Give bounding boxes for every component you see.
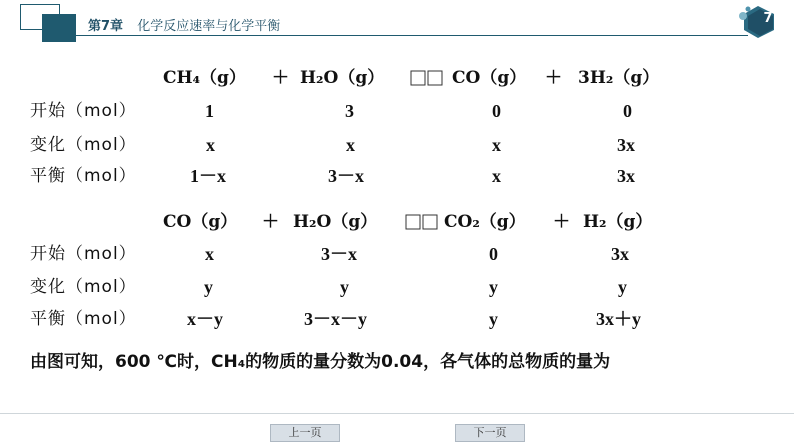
chapter-heading — [88, 15, 280, 34]
r1-row-change — [0, 131, 794, 159]
r2-reactant-2: H₂O（g） — [293, 212, 378, 232]
value-cell: 3x — [617, 135, 635, 155]
equilibrium-arrow-icon — [410, 64, 444, 101]
explanation-paragraph — [30, 347, 780, 372]
value-cell: 3x — [611, 244, 629, 264]
r1-reactant-1: CH₄（g） — [163, 68, 246, 88]
row-label: 平衡（mol） — [30, 309, 137, 329]
r2-reactant-1: CO（g） — [163, 212, 238, 232]
value-cell: 0 — [623, 101, 632, 121]
value-cell: 3 — [345, 101, 354, 121]
value-cell: 3－x — [321, 244, 357, 264]
r1-row-equilibrium — [0, 162, 794, 190]
next-page-button[interactable]: 下一页 — [455, 424, 525, 442]
reaction2-equation — [0, 208, 794, 236]
value-cell: 1－x — [190, 166, 226, 186]
value-cell: x — [492, 166, 501, 186]
r1-plus-2: ＋ — [545, 68, 562, 88]
value-cell: x — [346, 135, 355, 155]
row-label: 变化（mol） — [30, 277, 137, 297]
value-cell: 3x — [617, 166, 635, 186]
value-cell: 3－x－y — [304, 309, 367, 329]
chapter-number: 第7章 — [88, 19, 124, 34]
row-label: 开始（mol） — [30, 244, 137, 264]
r2-product-2: H₂（g） — [583, 212, 653, 232]
r1-reactant-2: H₂O（g） — [300, 68, 385, 88]
reaction1-equation — [0, 64, 794, 92]
value-cell: y — [489, 309, 498, 329]
row-label: 变化（mol） — [30, 135, 137, 155]
value-cell: x — [492, 135, 501, 155]
header-rule — [76, 35, 748, 36]
header-decor-block — [42, 14, 76, 42]
chapter-title: 化学反应速率与化学平衡 — [137, 19, 281, 34]
paragraph-text: 由图可知，600 ℃时，CH₄的物质的量分数为0.04，各气体的总物质的量为 — [30, 352, 611, 372]
value-cell: x — [206, 135, 215, 155]
r2-row-start — [0, 240, 794, 268]
value-cell: x — [205, 244, 214, 264]
value-cell: 0 — [489, 244, 498, 264]
value-cell: 0 — [492, 101, 501, 121]
r1-row-start — [0, 97, 794, 125]
value-cell: y — [204, 277, 213, 297]
row-label: 平衡（mol） — [30, 166, 137, 186]
r2-plus-1: ＋ — [262, 212, 279, 232]
value-cell: 3x＋y — [596, 309, 641, 329]
row-label: 开始（mol） — [30, 101, 137, 121]
page-number: 7 — [763, 11, 773, 26]
value-cell: 3－x — [328, 166, 364, 186]
r2-row-equilibrium — [0, 305, 794, 333]
r1-plus-1: ＋ — [272, 68, 289, 88]
r1-product-1: CO（g） — [452, 68, 527, 88]
r2-plus-2: ＋ — [553, 212, 570, 232]
value-cell: 1 — [205, 101, 214, 121]
footer-rule — [0, 413, 794, 414]
value-cell: x－y — [187, 309, 223, 329]
prev-page-button[interactable]: 上一页 — [270, 424, 340, 442]
r2-product-1: CO₂（g） — [444, 212, 526, 232]
r2-row-change — [0, 273, 794, 301]
value-cell: y — [489, 277, 498, 297]
value-cell: y — [340, 277, 349, 297]
value-cell: y — [618, 277, 627, 297]
r1-product-2: 3H₂（g） — [578, 68, 660, 88]
